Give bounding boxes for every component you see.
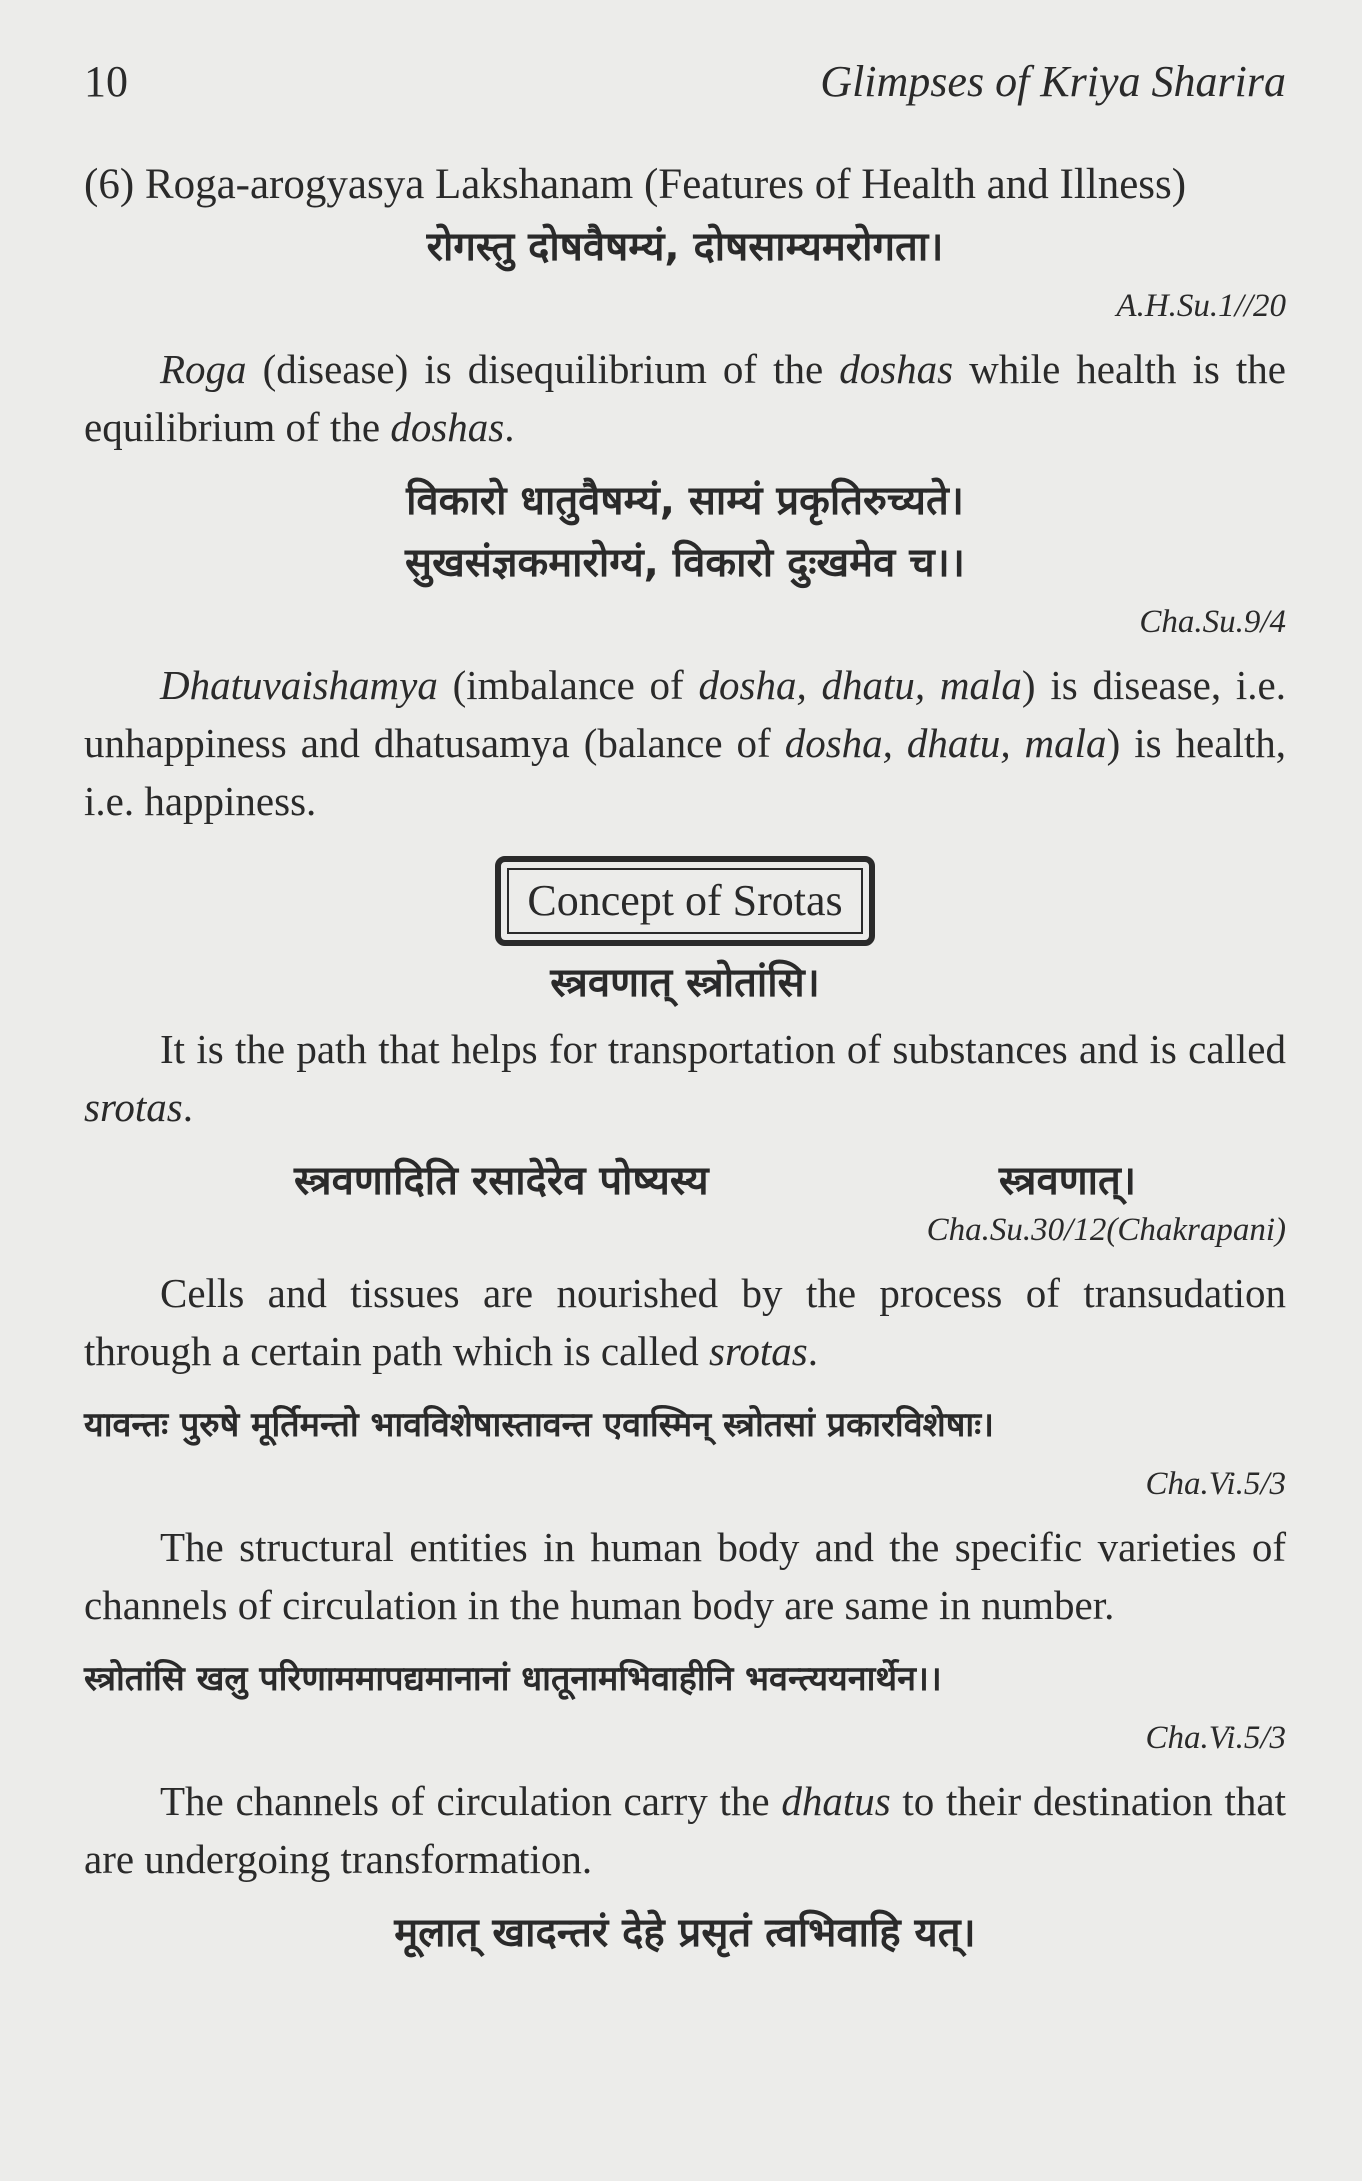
text-run: (disease) is disequilibrium of the [246,346,840,392]
sanskrit-verse: यावन्तः पुरुषे मूर्तिमन्तो भावविशेषास्तावन्त एवास्मिन् स्त्रोतसां प्रकारविशेषाः। [84,1405,994,1445]
text-run: It is the path that helps for transportation of substances and is called [160,1026,1286,1072]
italic-term: Roga [160,346,247,392]
sanskrit-verse [84,1150,1286,1212]
italic-term: dosha, dhatu, mala [698,662,1022,708]
sanskrit-verse: स्त्रोतांसि खलु परिणाममापद्यमानानां धातूनामभिवाहीनि भवन्त्ययनार्थेन।। [84,1659,942,1699]
boxed-heading [495,856,874,946]
verse-part: स्त्रवणात्। [998,1158,1136,1204]
paragraph [84,340,1286,456]
citation: Cha.Vi.5/3 [1145,1466,1286,1502]
text-run: ) is health, i.e. happiness. [84,720,1286,824]
page-body [84,158,1286,1964]
italic-term: dhatus [781,1778,891,1824]
citation: Cha.Su.9/4 [1139,604,1286,640]
boxed-heading-wrapper [84,856,1286,946]
sanskrit-verse: मूलात् खादन्तरं देहे प्रसृतं त्वभिवाहि यत्। [394,1910,976,1956]
citation: A.H.Su.1//20 [1116,288,1286,324]
paragraph [84,656,1286,830]
text-run: (imbalance of [437,662,699,708]
text-run: while health is the equilibrium of the [84,346,1286,450]
text-run: . [182,1084,193,1130]
text-run: . [807,1328,819,1374]
section-heading: (6) Roga-arogyasya Lakshanam (Features of Health and Illness) [84,161,1187,208]
text-run: Cells and tissues are nourished by the process of transudation through a certain path which is called [84,1270,1286,1374]
page-number: 10 [84,57,128,106]
italic-term: srotas [84,1084,183,1130]
running-head: Glimpses of Kriya Sharira [820,57,1286,106]
boxed-heading-title: Concept of Srotas [507,868,862,934]
page-header [84,48,1286,108]
sanskrit-verse: स्त्रवणात् स्त्रोतांसि। [550,960,820,1006]
text-run: ) is disease, i.e. unhappiness and dhatusamya (balance of [84,662,1286,766]
paragraph [84,1020,1286,1136]
text-run: . [504,404,515,450]
sanskrit-verse: सुखसंज्ञकमारोग्यं, विकारो दुःखमेव च।। [405,540,965,586]
sanskrit-verse: विकारो धातुवैषम्यं, साम्यं प्रकृतिरुच्यते। [406,478,964,524]
citation: Cha.Vi.5/3 [1145,1720,1286,1756]
verse-part: स्त्रवणादिति रसादेरेव पोष्यस्य [294,1158,709,1204]
italic-term: srotas [709,1328,808,1374]
italic-term: doshas [839,346,954,392]
sanskrit-verse: रोगस्तु दोषवैषम्यं, दोषसाम्यमरोगता। [426,224,944,270]
paragraph [84,1264,1286,1380]
paragraph: The structural entities in human body and the specific varieties of channels of circulation in the human body are same in number. [84,1524,1286,1628]
citation: Cha.Su.30/12(Chakrapani) [926,1212,1286,1248]
text-run: to their destination that are undergoing transformation. [84,1778,1287,1882]
italic-term: doshas [390,404,505,450]
italic-term: Dhatuvaishamya [160,662,438,708]
italic-term: dosha, dhatu, mala [784,720,1107,766]
text-run: The channels of circulation carry the [160,1778,782,1824]
paragraph [84,1772,1286,1888]
